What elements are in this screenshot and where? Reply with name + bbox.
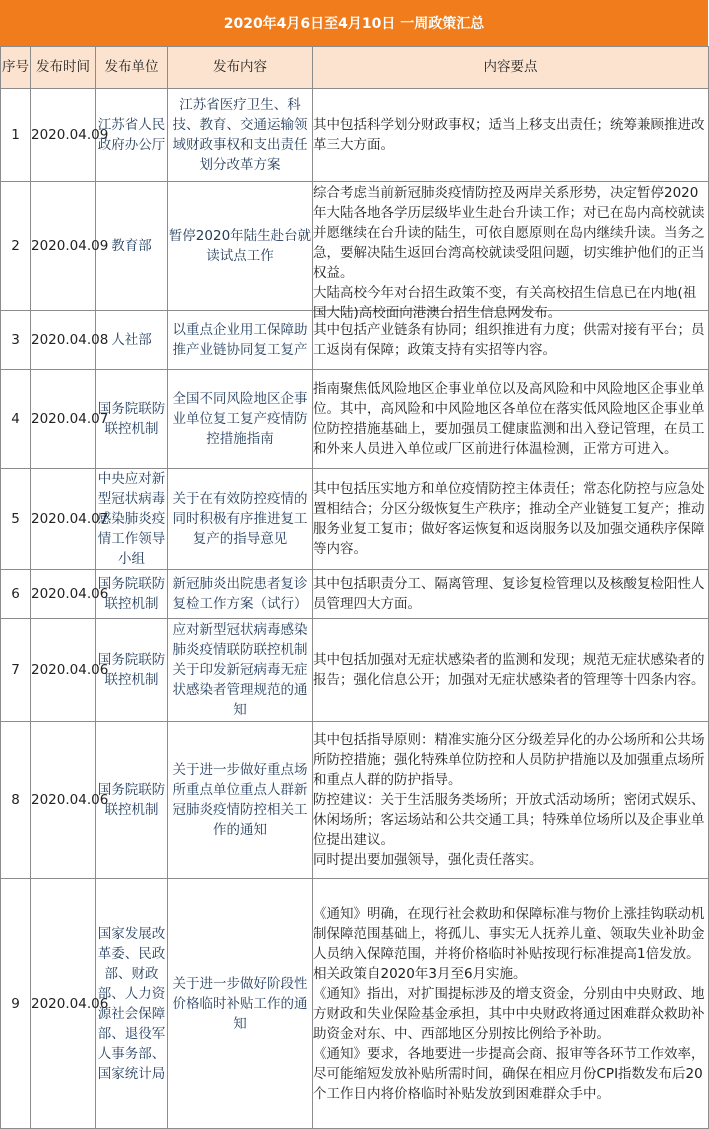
publisher-cell: 江苏省人民政府办公厅 [96, 89, 168, 182]
key-points-cell [313, 879, 709, 1129]
key-points-cell [313, 311, 709, 370]
policy-title-cell: 新冠肺炎出院患者复诊复检工作方案（试行） [168, 570, 313, 619]
header-points: 内容要点 [313, 47, 709, 89]
row-number-cell: 7 [1, 619, 31, 722]
key-points-cell [313, 619, 709, 722]
key-points-cell [313, 570, 709, 619]
key-point-paragraph: 其中包括加强对无症状感染者的监测和发现；规范无症状感染者的报告；强化信息公开；加强对无症状感染者的管理等十四条内容。 [313, 652, 705, 688]
key-point-paragraph: 《通知》指出，对扩围提标涉及的增支资金，分别由中央财政、地方财政和失业保险基金承担，其中中央财政将通过困难群众救助补助资金对东、中、西部地区分别按比例给予补助。 [313, 985, 705, 1042]
key-point-paragraph: 《通知》明确，在现行社会救助和保障标准与物价上涨挂钩联动机制保障范围基础上，将孤儿、事实无人抚养儿童、领取失业补助金人员纳入保障范围，并将价格临时补贴按现行标准提高1倍发放。相关政策自2020年3月至6月实施。 [313, 905, 705, 982]
publisher-cell: 教育部 [96, 182, 168, 311]
header-date: 发布时间 [31, 47, 96, 89]
publish-date-cell: 2020.04.06 [31, 879, 96, 1129]
publisher-cell: 中央应对新型冠状病毒感染肺炎疫情工作领导小组 [96, 469, 168, 570]
table-body [1, 89, 709, 1129]
key-point-paragraph: 防控建议：关于生活服务类场所；开放式活动场所；密闭式娱乐、休闲场所；客运场站和公共交通工具；特殊单位场所以及企事业单位提出建议。 [313, 792, 705, 848]
policy-table [0, 46, 709, 1129]
key-point-paragraph: 其中包括产业链条有协同；组织推进有力度；供需对接有平台；员工返岗有保障；政策支持有实招等内容。 [313, 322, 705, 358]
key-point-paragraph: 同时提出要加强领导，强化责任落实。 [313, 852, 543, 868]
header-content: 发布内容 [168, 47, 313, 89]
policy-title-cell: 关于进一步做好阶段性价格临时补贴工作的通知 [168, 879, 313, 1129]
table-row [1, 89, 709, 182]
key-point-paragraph: 其中包括指导原则：精准实施分区分级差异化的办公场所和公共场所防控措施；强化特殊单位防控和人员防护措施以及加强重点场所和重点人群的防护指导。 [313, 732, 705, 788]
publish-date-cell: 2020.04.07 [31, 370, 96, 469]
key-point-paragraph: 大陆高校今年对台招生政策不变，有关高校招生信息已在内地(祖国大陆)高校面向港澳台招生信息网发布。 [313, 284, 697, 321]
publish-date-cell: 2020.04.06 [31, 570, 96, 619]
table-row [1, 722, 709, 879]
publish-date-cell: 2020.04.09 [31, 89, 96, 182]
row-number-cell: 1 [1, 89, 31, 182]
publisher-cell: 人社部 [96, 311, 168, 370]
publish-date-cell: 2020.04.08 [31, 311, 96, 370]
table-row [1, 370, 709, 469]
table-row [1, 570, 709, 619]
key-point-paragraph: 综合考虑当前新冠肺炎疫情防控及两岸关系形势，决定暂停2020年大陆各地各学历层级毕业生赴台升读工作；对已在岛内高校就读并愿继续在台升读的陆生，可依自愿原则在岛内继续升读。当务之急，要解决陆生返回台湾高校就读受阻问题，切实维护他们的正当权益。 [313, 184, 705, 281]
policy-title-cell: 关于进一步做好重点场所重点单位重点人群新冠肺炎疫情防控相关工作的通知 [168, 722, 313, 879]
publish-date-cell: 2020.04.06 [31, 722, 96, 879]
publish-date-cell: 2020.04.07 [31, 469, 96, 570]
publisher-cell: 国务院联防联控机制 [96, 619, 168, 722]
row-number-cell: 9 [1, 879, 31, 1129]
row-number-cell: 5 [1, 469, 31, 570]
policy-title-cell: 关于在有效防控疫情的同时积极有序推进复工复产的指导意见 [168, 469, 313, 570]
publisher-cell: 国务院联防联控机制 [96, 570, 168, 619]
table-row [1, 182, 709, 311]
table-title: 2020年4月6日至4月10日 一周政策汇总 [0, 0, 708, 46]
publish-date-cell: 2020.04.06 [31, 619, 96, 722]
key-points-cell [313, 722, 709, 879]
row-number-cell: 4 [1, 370, 31, 469]
key-point-paragraph: 其中包括压实地方和单位疫情防控主体责任；常态化防控与应急处置相结合；分区分级恢复生产秩序；推动全产业链复工复产；推动服务业复工复市；做好客运恢复和返岗服务以及加强交通秩序保障等内容。 [313, 481, 705, 557]
key-points-cell [313, 370, 709, 469]
table-row [1, 469, 709, 570]
header-unit: 发布单位 [96, 47, 168, 89]
key-point-paragraph: 指南聚焦低风险地区企事业单位以及高风险和中风险地区企事业单位。其中，高风险和中风险地区各单位在落实低风险地区企事业单位防控措施基础上，要加强员工健康监测和出入登记管理，在员工和外来人员进入单位或厂区前进行体温检测，正常方可进入。 [313, 381, 705, 457]
key-points-cell [313, 469, 709, 570]
policy-title-cell: 暂停2020年陆生赴台就读试点工作 [168, 182, 313, 311]
table-row [1, 879, 709, 1129]
policy-title-cell: 以重点企业用工保障助推产业链协同复工复产 [168, 311, 313, 370]
policy-title-cell: 全国不同风险地区企事业单位复工复产疫情防控措施指南 [168, 370, 313, 469]
publish-date-cell: 2020.04.09 [31, 182, 96, 311]
row-number-cell: 2 [1, 182, 31, 311]
publisher-cell: 国务院联防联控机制 [96, 370, 168, 469]
key-points-cell [313, 89, 709, 182]
header-no: 序号 [1, 47, 31, 89]
table-row [1, 619, 709, 722]
policy-title-cell: 江苏省医疗卫生、科技、教育、交通运输领域财政事权和支出责任划分改革方案 [168, 89, 313, 182]
row-number-cell: 3 [1, 311, 31, 370]
key-point-paragraph: 其中包括职责分工、隔离管理、复诊复检管理以及核酸复检阳性人员管理四大方面。 [313, 576, 705, 612]
key-point-paragraph: 其中包括科学划分财政事权；适当上移支出责任；统筹兼顾推进改革三大方面。 [313, 117, 705, 153]
publisher-cell: 国家发展改革委、民政部、财政部、人力资源社会保障部、退役军人事务部、国家统计局 [96, 879, 168, 1129]
row-number-cell: 6 [1, 570, 31, 619]
policy-title-cell: 应对新型冠状病毒感染肺炎疫情联防联控机制关于印发新冠病毒无症状感染者管理规范的通知 [168, 619, 313, 722]
row-number-cell: 8 [1, 722, 31, 879]
table-header-row [1, 47, 709, 89]
publisher-cell: 国务院联防联控机制 [96, 722, 168, 879]
key-point-paragraph: 《通知》要求，各地要进一步提高会商、报审等各环节工作效率，尽可能缩短发放补贴所需时间，确保在相应月份CPI指数发布后20个工作日内将价格临时补贴发放到困难群众手中。 [313, 1045, 705, 1102]
key-points-cell [313, 182, 709, 321]
table-row [1, 311, 709, 370]
